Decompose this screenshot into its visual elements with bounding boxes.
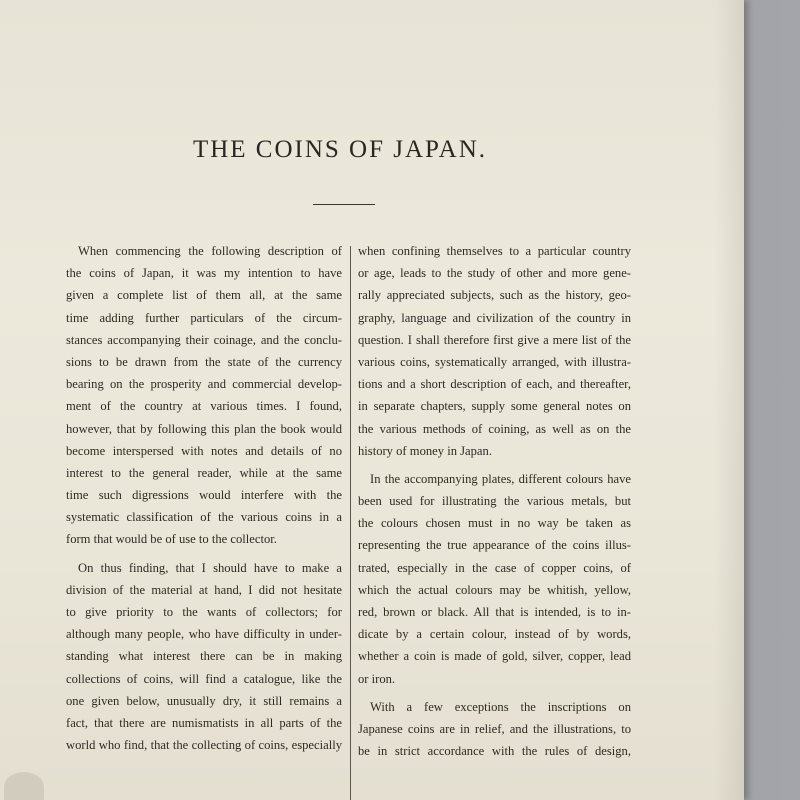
text-line: In the accompanying plates, different colours have (370, 471, 631, 486)
text-line: one given below, unusually dry, it still remains a (66, 693, 342, 708)
text-line: time adding further particulars of the circum- (66, 310, 342, 325)
text-line: however, that by following this plan the book would (66, 421, 342, 436)
text-line: or age, leads to the study of other and more gene- (358, 266, 631, 281)
text-line: when confining themselves to a particular country (358, 244, 631, 258)
text-line: On thus finding, that I should have to make a (78, 560, 342, 575)
left-paragraph-2 (66, 557, 342, 757)
text-line: ment of the country at various times. I found, (66, 399, 342, 414)
title-rule (313, 204, 375, 205)
text-line: world who find, that the collecting of coins, especially (66, 738, 342, 753)
text-line: which the actual colours may be whitish, yellow, (358, 582, 631, 597)
text-line: to give priority to the wants of collectors; for (66, 605, 342, 619)
text-line: stances accompanying their coinage, and the conclu- (66, 332, 342, 347)
right-paragraph-2 (358, 468, 631, 690)
text-line: interest to the general reader, while at the same (66, 465, 342, 480)
column-divider (350, 246, 351, 800)
text-line: become interspersed with notes and details of no (66, 443, 342, 458)
text-line: the colours chosen must in no way be taken as (358, 516, 631, 531)
text-line: sions to be drawn from the state of the currency (66, 354, 342, 369)
text-line: representing the true appearance of the coins illus- (358, 538, 631, 553)
text-line: form that would be of use to the collector. (66, 532, 277, 547)
text-line: dicate by a certain colour, instead of by words, (358, 627, 631, 642)
text-line: red, brown or black. All that is intended, is to in- (358, 605, 631, 619)
text-line: collections of coins, will find a catalogue, like the (66, 671, 342, 686)
text-line: although many people, who have difficulty in under- (66, 627, 342, 642)
left-column (66, 240, 342, 756)
text-line: bearing on the prosperity and commercial develop- (66, 377, 342, 392)
text-line: be in strict accordance with the rules of design, (358, 744, 631, 759)
page-title: THE COINS OF JAPAN. (192, 136, 488, 163)
text-line: graphy, language and civilization of the country in (358, 310, 631, 325)
text-line: various coins, systematically arranged, with illustra- (358, 354, 631, 369)
text-line: fact, that there are numismatists in all parts of the (66, 715, 342, 730)
text-line: the coins of Japan, it was my intention to have (66, 266, 342, 281)
library-stamp (4, 772, 44, 800)
text-line: rally appreciated subjects, such as the history, geo- (358, 288, 631, 303)
text-line: in separate chapters, supply some general notes on (358, 399, 631, 414)
text-line: given a complete list of them all, at the same (66, 288, 342, 303)
right-column (358, 240, 631, 762)
text-line: trated, especially in the case of copper coins, of (358, 560, 631, 575)
right-paragraph-1 (358, 240, 631, 462)
text-line: or iron. (358, 671, 396, 686)
text-line: history of money in Japan. (358, 443, 492, 458)
text-line: With a few exceptions the inscriptions on (370, 699, 631, 714)
right-paragraph-3 (358, 696, 631, 763)
text-line: tions and a short description of each, and thereafter, (358, 377, 631, 392)
text-line: time such digressions would interfere with the (66, 488, 342, 503)
text-line: Japanese coins are in relief, and the illustrations, to (358, 721, 631, 736)
text-line: the various methods of coining, as well as on the (358, 421, 631, 436)
text-line: When commencing the following description of (78, 244, 342, 258)
text-line: question. I shall therefore first give a mere list of the (358, 332, 631, 347)
text-line: whether a coin is made of gold, silver, copper, lead (358, 649, 631, 664)
text-line: standing what interest there can be in making (66, 649, 342, 664)
text-line: been used for illustrating the various metals, but (358, 494, 631, 509)
text-line: division of the material at hand, I did not hesitate (66, 582, 342, 597)
left-paragraph-1 (66, 240, 342, 551)
text-line: systematic classification of the various coins in a (66, 510, 342, 525)
